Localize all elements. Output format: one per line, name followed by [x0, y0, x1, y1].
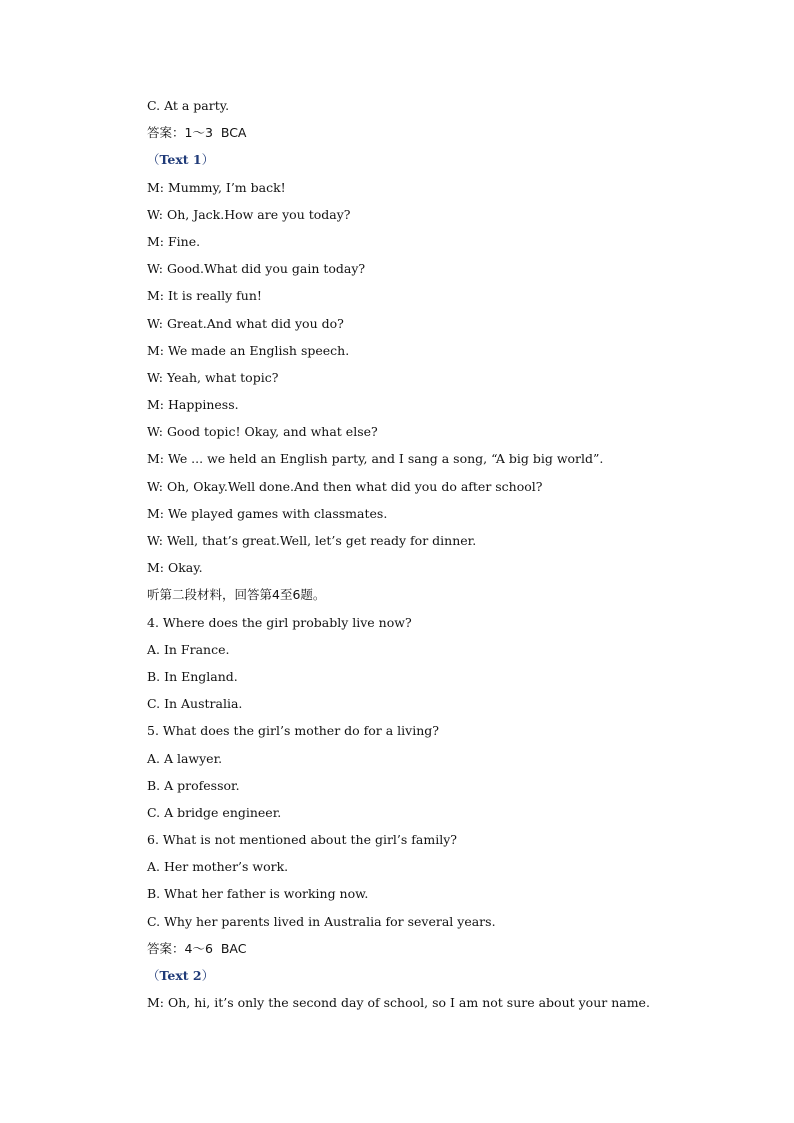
dialogue-line: M: We ... we held an English party, and I sang a song, “A big big world”.	[147, 451, 604, 467]
close-paren: ）	[201, 152, 215, 168]
dialogue-line: M: Happiness.	[147, 397, 239, 413]
dialogue-line: M: Fine.	[147, 233, 201, 249]
open-paren: （	[147, 968, 160, 983]
dialogue-line: M: It is really fun!	[147, 288, 262, 304]
section-label: Text 2	[159, 968, 202, 983]
option-line: C. At a party.	[147, 98, 230, 113]
dialogue-line: W: Oh, Jack.How are you today?	[147, 206, 351, 222]
section-heading	[147, 150, 767, 177]
dialogue-line: W: Oh, Okay.Well done.And then what did you do after school?	[147, 478, 543, 494]
option-line: A. A lawyer.	[147, 750, 223, 766]
dialogue-line: M: Mummy, I’m back!	[147, 179, 286, 195]
question-line: 4. Where does the girl probably live now?	[147, 614, 412, 630]
dialogue-line: W: Well, that’s great.Well, let’s get ready for dinner.	[147, 533, 477, 548]
option-line: A. In France.	[147, 641, 230, 657]
answer-line: 答案：4～6 BAC	[147, 940, 247, 956]
question-line: 6. What is not mentioned about the girl’s family?	[147, 832, 457, 848]
dialogue-line: M: We played games with classmates.	[147, 505, 388, 521]
section-heading	[147, 966, 767, 993]
option-line: B. A professor.	[147, 777, 240, 793]
dialogue-line: W: Yeah, what topic?	[147, 369, 279, 385]
question-line: 5. What does the girl’s mother do for a living?	[147, 723, 439, 739]
section-label: Text 1	[159, 152, 202, 168]
option-line: C. Why her parents lived in Australia for several years.	[147, 913, 496, 929]
option-line: B. What her father is working now.	[147, 886, 369, 902]
dialogue-line: M: Okay.	[147, 560, 203, 576]
option-line: B. In England.	[147, 668, 238, 684]
answer-line: 答案：1～3 BCA	[147, 125, 247, 141]
option-line: C. A bridge engineer.	[147, 804, 282, 820]
close-paren: ）	[201, 968, 215, 983]
open-paren: （	[147, 152, 160, 168]
dialogue-line: W: Good.What did you gain today?	[147, 261, 366, 277]
option-line: A. Her mother’s work.	[147, 859, 289, 875]
dialogue-line: W: Great.And what did you do?	[147, 315, 344, 331]
instruction-line: 听第二段材料，回答第4至6题。	[147, 587, 326, 603]
document-body	[147, 96, 767, 1020]
dialogue-line: W: Good topic! Okay, and what else?	[147, 424, 378, 440]
dialogue-line: M: Oh, hi, it’s only the second day of school, so I am not sure about your name.	[147, 995, 650, 1011]
dialogue-line: M: We made an English speech.	[147, 342, 350, 358]
option-line: C. In Australia.	[147, 696, 243, 712]
